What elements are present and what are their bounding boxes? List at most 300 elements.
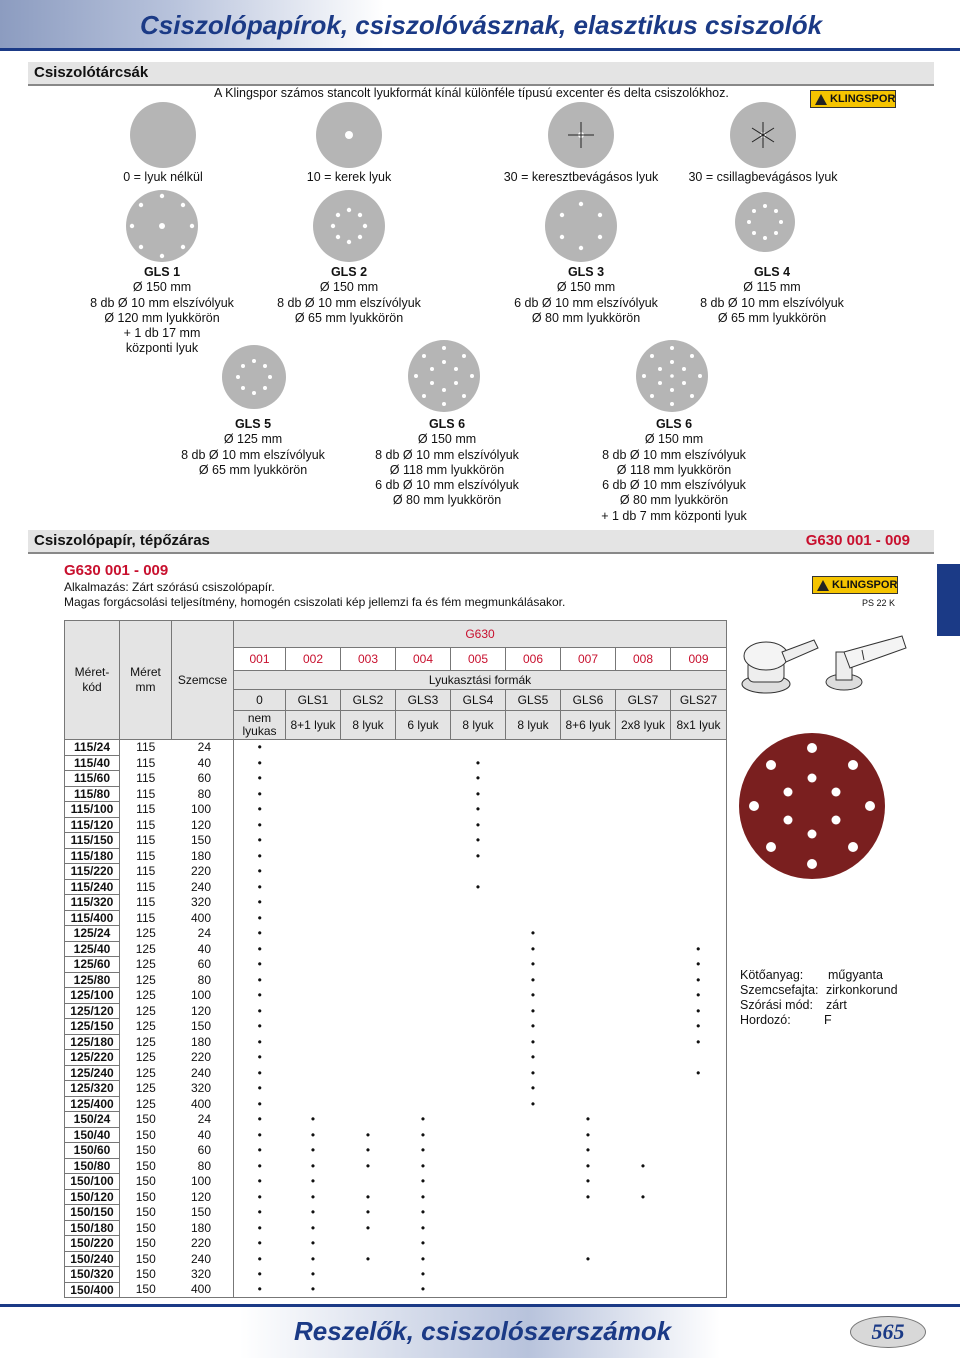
spec-list bbox=[740, 968, 898, 1028]
empty-cell bbox=[616, 1236, 671, 1252]
form-header: GLS4 bbox=[451, 690, 506, 711]
empty-cell bbox=[616, 1205, 671, 1221]
product-title: G630 001 - 009 bbox=[64, 562, 169, 579]
row-size: 125 bbox=[135, 1019, 156, 1033]
empty-cell bbox=[341, 864, 396, 880]
row-code: 125/24 bbox=[65, 926, 120, 942]
code-header: 005 bbox=[451, 648, 506, 671]
empty-cell bbox=[506, 910, 561, 926]
availability-dot: • bbox=[257, 1174, 262, 1188]
empty-cell bbox=[341, 910, 396, 926]
empty-cell bbox=[616, 1143, 671, 1159]
row-grit: 150 bbox=[172, 833, 234, 849]
empty-cell bbox=[671, 1174, 727, 1190]
sanding-disc-image bbox=[738, 732, 886, 880]
empty-cell bbox=[506, 1158, 561, 1174]
row-grit: 150 bbox=[172, 1019, 234, 1035]
row-size: 150 bbox=[135, 1158, 156, 1173]
empty-cell bbox=[671, 786, 727, 802]
empty-cell bbox=[506, 1143, 561, 1159]
row-code: 150/60 bbox=[65, 1143, 120, 1159]
empty-cell bbox=[341, 988, 396, 1004]
orbital-sander-icon bbox=[738, 626, 820, 700]
availability-dot: • bbox=[640, 1158, 646, 1173]
availability-dot: • bbox=[257, 1267, 262, 1281]
row-code: 150/100 bbox=[65, 1174, 120, 1190]
section-title: Csiszolópapír, tépőzáras bbox=[34, 532, 210, 549]
disc-no-hole bbox=[130, 102, 196, 168]
empty-cell bbox=[341, 848, 396, 864]
availability-dot: • bbox=[585, 1158, 591, 1173]
empty-cell bbox=[616, 988, 671, 1004]
table-row bbox=[65, 740, 727, 756]
empty-cell bbox=[396, 771, 451, 787]
empty-cell bbox=[561, 941, 616, 957]
availability-dot: • bbox=[257, 1189, 262, 1204]
empty-cell bbox=[561, 1267, 616, 1283]
availability-dot: • bbox=[257, 864, 262, 878]
empty-cell bbox=[451, 740, 506, 756]
table-row bbox=[65, 1282, 727, 1298]
footer-title: Reszelők, csiszolószerszámok bbox=[294, 1316, 672, 1346]
availability-dot: • bbox=[310, 1112, 316, 1126]
empty-cell bbox=[616, 1081, 671, 1097]
empty-cell bbox=[671, 1236, 727, 1252]
empty-cell bbox=[616, 864, 671, 880]
empty-cell bbox=[341, 1081, 396, 1097]
empty-cell bbox=[671, 1081, 727, 1097]
availability-dot: • bbox=[420, 1251, 426, 1266]
empty-cell bbox=[506, 1267, 561, 1283]
row-code: 115/60 bbox=[65, 771, 120, 787]
empty-cell bbox=[396, 941, 451, 957]
row-code: 115/220 bbox=[65, 864, 120, 880]
empty-cell bbox=[616, 1267, 671, 1283]
row-code: 150/120 bbox=[65, 1189, 120, 1205]
row-grit: 24 bbox=[172, 740, 234, 756]
empty-cell bbox=[506, 802, 561, 818]
row-grit: 180 bbox=[172, 1034, 234, 1050]
hole-type-label: 0 = lyuk nélkül bbox=[123, 170, 203, 184]
availability-dot: • bbox=[310, 1174, 316, 1188]
availability-dot: • bbox=[420, 1127, 426, 1142]
empty-cell bbox=[506, 895, 561, 911]
row-grit: 180 bbox=[172, 1220, 234, 1236]
row-grit: 80 bbox=[172, 786, 234, 802]
table-row bbox=[65, 864, 727, 880]
empty-cell bbox=[341, 755, 396, 771]
empty-cell bbox=[561, 879, 616, 895]
intro-text: A Klingspor számos stancolt lyukformát kínál különféle típusú excenter és delta csiszolókhoz. bbox=[214, 86, 729, 100]
row-grit: 100 bbox=[172, 802, 234, 818]
empty-cell bbox=[341, 802, 396, 818]
empty-cell bbox=[451, 910, 506, 926]
empty-cell bbox=[671, 1251, 727, 1267]
row-code: 125/400 bbox=[65, 1096, 120, 1112]
availability-dot: • bbox=[365, 1205, 371, 1219]
subform-header: 8+1 lyuk bbox=[286, 711, 341, 740]
empty-cell bbox=[561, 786, 616, 802]
empty-cell bbox=[286, 895, 341, 911]
forms-label: Lyukasztási formák bbox=[234, 671, 727, 690]
hole-type-label: 30 = keresztbevágásos lyuk bbox=[503, 170, 659, 184]
empty-cell bbox=[561, 926, 616, 942]
table-header-row bbox=[65, 621, 727, 648]
empty-cell bbox=[506, 817, 561, 833]
availability-dot: • bbox=[530, 941, 536, 956]
table-row bbox=[65, 895, 727, 911]
availability-dot: • bbox=[257, 1143, 262, 1157]
availability-dot: • bbox=[475, 833, 481, 847]
subform-header: 8 lyuk bbox=[506, 711, 561, 740]
angle-grinder-icon bbox=[822, 630, 908, 700]
form-header: GLS5 bbox=[506, 690, 561, 711]
row-size: 115 bbox=[136, 817, 156, 832]
availability-dot: • bbox=[310, 1251, 316, 1266]
empty-cell bbox=[671, 802, 727, 818]
row-size: 125 bbox=[135, 926, 156, 940]
empty-cell bbox=[451, 1174, 506, 1190]
availability-dot: • bbox=[671, 988, 727, 1004]
table-row bbox=[65, 802, 727, 818]
empty-cell bbox=[561, 972, 616, 988]
empty-cell bbox=[671, 1143, 727, 1159]
row-size: 150 bbox=[135, 1143, 156, 1157]
availability-dot: • bbox=[671, 1003, 727, 1019]
disc-gls6-center bbox=[636, 340, 708, 412]
empty-cell bbox=[561, 755, 616, 771]
availability-dot: • bbox=[257, 910, 262, 925]
table-row bbox=[65, 1158, 727, 1174]
empty-cell bbox=[506, 1205, 561, 1221]
empty-cell bbox=[506, 740, 561, 756]
empty-cell bbox=[286, 1065, 341, 1081]
row-size: 150 bbox=[135, 1127, 156, 1142]
header-cell bbox=[65, 621, 120, 740]
empty-cell bbox=[561, 1220, 616, 1236]
row-code: 115/240 bbox=[65, 879, 120, 895]
availability-dot: • bbox=[257, 1019, 262, 1033]
table-row bbox=[65, 786, 727, 802]
disc-gls6 bbox=[408, 340, 480, 412]
empty-cell bbox=[341, 1112, 396, 1128]
empty-cell bbox=[286, 1050, 341, 1066]
row-code: 150/24 bbox=[65, 1112, 120, 1128]
availability-dot: • bbox=[365, 1127, 371, 1142]
availability-dot: • bbox=[310, 1220, 316, 1235]
row-grit: 320 bbox=[172, 1081, 234, 1097]
empty-cell bbox=[396, 1034, 451, 1050]
empty-cell bbox=[616, 972, 671, 988]
disc-gls2 bbox=[313, 190, 385, 262]
row-grit: 220 bbox=[172, 864, 234, 880]
availability-dot: • bbox=[420, 1236, 426, 1250]
empty-cell bbox=[396, 926, 451, 942]
availability-dot: • bbox=[257, 771, 262, 785]
form-header: GLS7 bbox=[616, 690, 671, 711]
row-size: 125 bbox=[135, 941, 156, 956]
gls-caption: GLS 2 Ø 150 mm 8 db Ø 10 mm elszívólyuk Ø 65 mm lyukkörön bbox=[277, 265, 421, 325]
empty-cell bbox=[286, 972, 341, 988]
availability-dot: • bbox=[530, 1065, 536, 1080]
availability-dot: • bbox=[257, 895, 262, 909]
row-code: 125/180 bbox=[65, 1034, 120, 1050]
table-row bbox=[65, 1267, 727, 1283]
empty-cell bbox=[286, 755, 341, 771]
empty-cell bbox=[616, 1096, 671, 1112]
empty-cell bbox=[451, 1236, 506, 1252]
empty-cell bbox=[286, 879, 341, 895]
empty-cell bbox=[561, 848, 616, 864]
spec-row: Hordozó: F bbox=[740, 1013, 832, 1027]
availability-dot: • bbox=[365, 1143, 371, 1157]
empty-cell bbox=[396, 1096, 451, 1112]
code-header: 006 bbox=[506, 648, 561, 671]
empty-cell bbox=[451, 1019, 506, 1035]
code-range: G630 001 - 009 bbox=[805, 532, 910, 549]
table-row bbox=[65, 1019, 727, 1035]
row-grit: 240 bbox=[172, 1251, 234, 1267]
empty-cell bbox=[341, 926, 396, 942]
grit-table bbox=[64, 620, 727, 1298]
empty-cell bbox=[286, 957, 341, 973]
table-row bbox=[65, 926, 727, 942]
subform-header: 8x1 lyuk bbox=[671, 711, 727, 740]
empty-cell bbox=[671, 848, 727, 864]
empty-cell bbox=[396, 895, 451, 911]
empty-cell bbox=[396, 879, 451, 895]
availability-dot: • bbox=[257, 1205, 262, 1219]
gls-caption: GLS 3 Ø 150 mm 6 db Ø 10 mm elszívólyuk Ø 80 mm lyukkörön bbox=[514, 265, 658, 325]
subform-header: nem lyukas bbox=[234, 711, 286, 740]
row-code: 150/40 bbox=[65, 1127, 120, 1143]
row-size: 115 bbox=[136, 771, 156, 785]
row-size: 150 bbox=[135, 1189, 156, 1204]
empty-cell bbox=[396, 864, 451, 880]
empty-cell bbox=[616, 802, 671, 818]
disc-cross-slit bbox=[548, 102, 614, 168]
empty-cell bbox=[561, 1050, 616, 1066]
empty-cell bbox=[396, 755, 451, 771]
disc-gls3 bbox=[545, 190, 617, 262]
empty-cell bbox=[451, 1112, 506, 1128]
availability-dot: • bbox=[530, 1050, 536, 1064]
empty-cell bbox=[616, 817, 671, 833]
empty-cell bbox=[286, 786, 341, 802]
row-grit: 400 bbox=[172, 1282, 234, 1298]
empty-cell bbox=[396, 786, 451, 802]
row-grit: 100 bbox=[172, 988, 234, 1004]
empty-cell bbox=[506, 1112, 561, 1128]
row-code: 125/220 bbox=[65, 1050, 120, 1066]
row-code: 150/220 bbox=[65, 1236, 120, 1252]
empty-cell bbox=[616, 1127, 671, 1143]
empty-cell bbox=[616, 1112, 671, 1128]
hole-type-label: 30 = csillagbevágásos lyuk bbox=[688, 170, 838, 184]
warning-triangle-icon bbox=[817, 580, 829, 591]
row-code: 125/100 bbox=[65, 988, 120, 1004]
row-size: 115 bbox=[136, 910, 156, 925]
code-header: 004 bbox=[396, 648, 451, 671]
row-size: 150 bbox=[135, 1112, 156, 1126]
gls-caption: GLS 6 Ø 150 mm 8 db Ø 10 mm elszívólyuk Ø 118 mm lyukkörön 6 db Ø 10 mm elszívólyuk Ø 80 mm lyukkörön bbox=[375, 417, 519, 508]
empty-cell bbox=[451, 1050, 506, 1066]
row-grit: 120 bbox=[172, 1003, 234, 1019]
row-grit: 240 bbox=[172, 879, 234, 895]
empty-cell bbox=[616, 1251, 671, 1267]
empty-cell bbox=[616, 771, 671, 787]
empty-cell bbox=[286, 941, 341, 957]
availability-dot: • bbox=[257, 1127, 262, 1142]
row-size: 115 bbox=[136, 848, 156, 863]
section-bar-discs bbox=[28, 62, 934, 86]
empty-cell bbox=[286, 988, 341, 1004]
side-tab bbox=[937, 564, 960, 636]
empty-cell bbox=[671, 1267, 727, 1283]
code-header: 002 bbox=[286, 648, 341, 671]
empty-cell bbox=[561, 864, 616, 880]
table-row bbox=[65, 1050, 727, 1066]
availability-dot: • bbox=[530, 957, 536, 971]
availability-dot: • bbox=[420, 1189, 426, 1204]
disc-star-slit bbox=[730, 102, 796, 168]
row-code: 150/80 bbox=[65, 1158, 120, 1174]
table-row bbox=[65, 1251, 727, 1267]
row-code: 115/400 bbox=[65, 910, 120, 926]
availability-dot: • bbox=[530, 988, 536, 1002]
empty-cell bbox=[451, 1220, 506, 1236]
availability-dot: • bbox=[420, 1205, 426, 1219]
section-title: Csiszolótárcsák bbox=[34, 64, 149, 81]
form-header: GLS2 bbox=[341, 690, 396, 711]
code-header: 007 bbox=[561, 648, 616, 671]
empty-cell bbox=[616, 879, 671, 895]
availability-dot: • bbox=[365, 1251, 371, 1266]
empty-cell bbox=[561, 1236, 616, 1252]
page-title: Csiszolópapírok, csiszolóvásznak, elasztikus csiszolók bbox=[140, 10, 823, 40]
empty-cell bbox=[451, 1189, 506, 1205]
empty-cell bbox=[616, 1034, 671, 1050]
empty-cell bbox=[616, 1019, 671, 1035]
table-row bbox=[65, 1096, 727, 1112]
availability-dot: • bbox=[530, 1019, 536, 1033]
empty-cell bbox=[396, 1019, 451, 1035]
empty-cell bbox=[616, 1065, 671, 1081]
availability-dot: • bbox=[257, 755, 262, 770]
empty-cell bbox=[506, 1251, 561, 1267]
empty-cell bbox=[451, 1003, 506, 1019]
row-grit: 80 bbox=[172, 1158, 234, 1174]
empty-cell bbox=[616, 1220, 671, 1236]
empty-cell bbox=[616, 1050, 671, 1066]
row-code: 125/120 bbox=[65, 1003, 120, 1019]
empty-cell bbox=[451, 1158, 506, 1174]
table-row bbox=[65, 879, 727, 895]
availability-dot: • bbox=[475, 786, 481, 801]
empty-cell bbox=[671, 833, 727, 849]
availability-dot: • bbox=[585, 1143, 591, 1157]
availability-dot: • bbox=[257, 833, 262, 847]
empty-cell bbox=[506, 1127, 561, 1143]
availability-dot: • bbox=[257, 848, 262, 863]
row-size: 150 bbox=[135, 1220, 156, 1235]
row-code: 125/240 bbox=[65, 1065, 120, 1081]
empty-cell bbox=[671, 1282, 727, 1298]
availability-dot: • bbox=[310, 1236, 316, 1250]
empty-cell bbox=[341, 1034, 396, 1050]
empty-cell bbox=[451, 1034, 506, 1050]
table-row bbox=[65, 848, 727, 864]
table-row bbox=[65, 771, 727, 787]
header-cell bbox=[120, 621, 172, 740]
empty-cell bbox=[341, 786, 396, 802]
availability-dot: • bbox=[310, 1205, 316, 1219]
availability-dot: • bbox=[257, 1158, 262, 1173]
empty-cell bbox=[506, 771, 561, 787]
availability-dot: • bbox=[475, 802, 481, 816]
empty-cell bbox=[616, 848, 671, 864]
empty-cell bbox=[506, 1282, 561, 1298]
empty-cell bbox=[671, 817, 727, 833]
empty-cell bbox=[561, 1081, 616, 1097]
hole-type-label: 10 = kerek lyuk bbox=[306, 170, 392, 184]
row-size: 115 bbox=[136, 755, 156, 770]
availability-dot: • bbox=[310, 1158, 316, 1173]
table-row bbox=[65, 1112, 727, 1128]
empty-cell bbox=[671, 1127, 727, 1143]
empty-cell bbox=[396, 817, 451, 833]
row-grit: 400 bbox=[172, 1096, 234, 1112]
empty-cell bbox=[561, 1205, 616, 1221]
availability-dot: • bbox=[420, 1220, 426, 1235]
spec-row: Szemcsefajta: zirkonkorund bbox=[740, 983, 898, 997]
gls-caption: GLS 4 Ø 115 mm 8 db Ø 10 mm elszívólyuk Ø 65 mm lyukkörön bbox=[700, 265, 844, 325]
form-header: GLS6 bbox=[561, 690, 616, 711]
subform-header: 8+6 lyuk bbox=[561, 711, 616, 740]
empty-cell bbox=[561, 895, 616, 911]
empty-cell bbox=[341, 1019, 396, 1035]
empty-cell bbox=[616, 957, 671, 973]
table-row bbox=[65, 957, 727, 973]
row-code: 150/180 bbox=[65, 1220, 120, 1236]
availability-dot: • bbox=[475, 879, 481, 894]
empty-cell bbox=[341, 1003, 396, 1019]
row-grit: 320 bbox=[172, 1267, 234, 1283]
row-size: 115 bbox=[136, 802, 156, 816]
availability-dot: • bbox=[585, 1189, 591, 1204]
empty-cell bbox=[616, 941, 671, 957]
availability-dot: • bbox=[365, 1189, 371, 1204]
empty-cell bbox=[671, 1220, 727, 1236]
availability-dot: • bbox=[671, 941, 727, 957]
empty-cell bbox=[616, 926, 671, 942]
row-grit: 100 bbox=[172, 1174, 234, 1190]
empty-cell bbox=[341, 1096, 396, 1112]
table-row bbox=[65, 1127, 727, 1143]
empty-cell bbox=[616, 755, 671, 771]
empty-cell bbox=[396, 910, 451, 926]
table-row bbox=[65, 833, 727, 849]
availability-dot: • bbox=[671, 957, 727, 973]
empty-cell bbox=[671, 740, 727, 756]
empty-cell bbox=[286, 848, 341, 864]
availability-dot: • bbox=[530, 926, 536, 940]
availability-dot: • bbox=[257, 972, 262, 987]
row-code: 150/240 bbox=[65, 1251, 120, 1267]
empty-cell bbox=[341, 1267, 396, 1283]
availability-dot: • bbox=[257, 1081, 262, 1095]
empty-cell bbox=[396, 972, 451, 988]
